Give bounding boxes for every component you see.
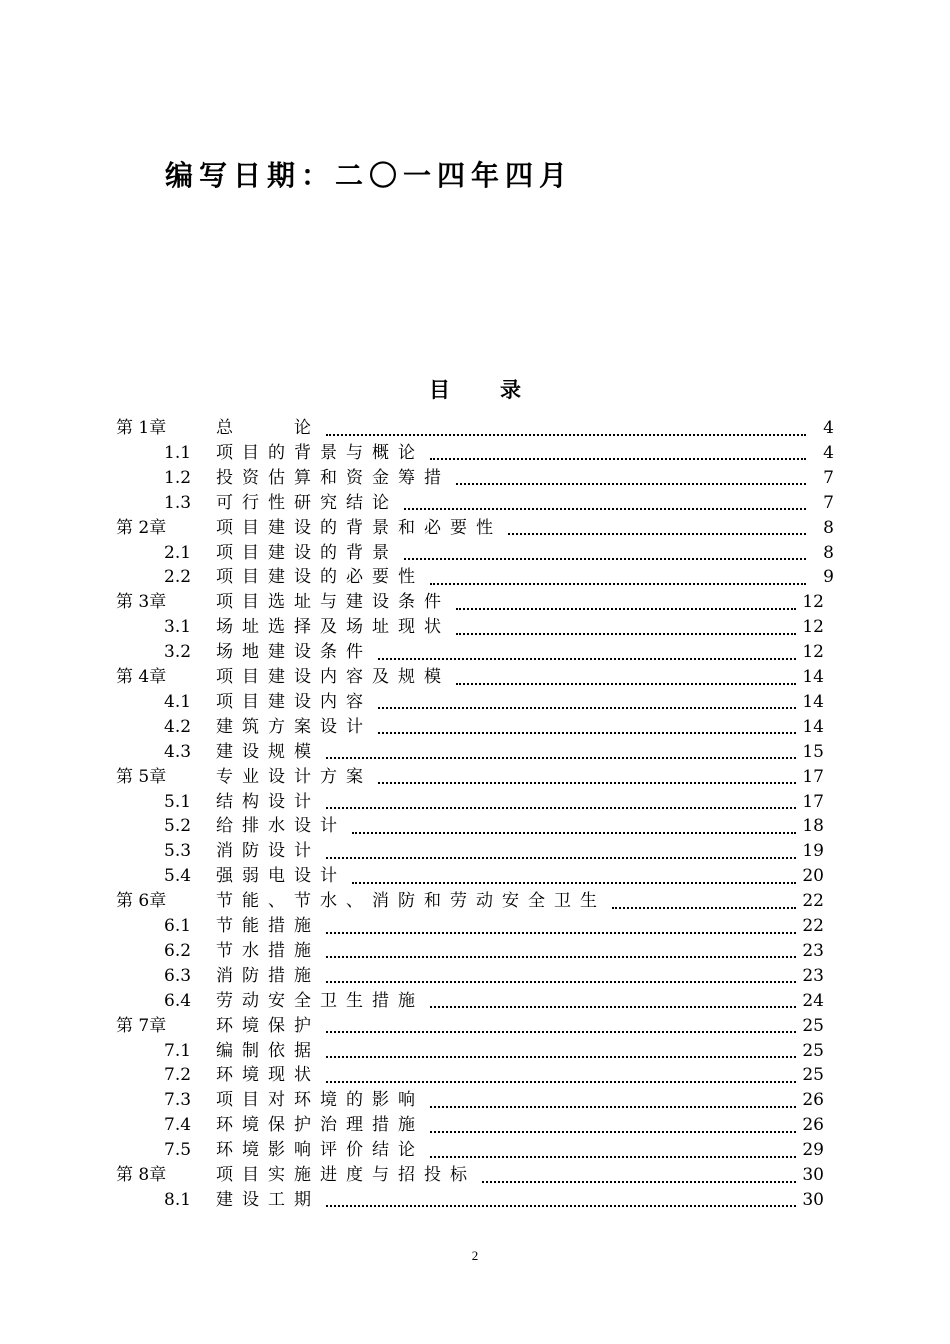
toc-entry-title: 环境保护治理措施 [216, 1115, 424, 1136]
toc-entry-page: 14 [802, 716, 824, 737]
toc-entry-number: 1.2 [164, 467, 192, 488]
toc-entry[interactable] [116, 765, 824, 790]
toc-entry-title: 节水措施 [216, 940, 320, 961]
toc-leader-dots [430, 1144, 796, 1158]
toc-leader-dots [352, 820, 796, 834]
toc-entry[interactable] [164, 690, 824, 715]
toc-entry-number: 第 5章 [116, 766, 167, 787]
toc-entry-title: 投资估算和资金筹措 [216, 467, 450, 488]
toc-entry[interactable] [116, 416, 834, 441]
toc-entry[interactable] [164, 914, 824, 939]
toc-heading [0, 374, 950, 404]
compile-date: 编写日期：二〇一四年四月 [165, 159, 574, 192]
toc-leader-dots [326, 422, 806, 436]
toc-entry[interactable] [116, 889, 824, 914]
toc-entry[interactable] [164, 640, 824, 665]
toc-entry-page: 8 [823, 542, 834, 563]
toc-entry-number: 第 8章 [116, 1165, 167, 1185]
toc-entry-number: 7.5 [164, 1140, 192, 1161]
toc-entry-page: 15 [802, 741, 824, 762]
toc-entry-page: 25 [802, 1040, 824, 1061]
toc-leader-dots [430, 994, 796, 1008]
toc-leader-dots [456, 596, 796, 610]
toc-entry[interactable] [116, 1014, 824, 1039]
toc-entry-number: 7.2 [164, 1065, 192, 1086]
toc-leader-dots [612, 895, 796, 909]
toc-heading-left: 目 [429, 378, 450, 402]
toc-entry-page: 4 [823, 442, 834, 463]
toc-entry-number: 5.4 [164, 866, 192, 887]
toc-entry-page: 18 [802, 816, 824, 837]
toc-entry-title: 项目建设内容 [216, 691, 372, 712]
toc-entry-number: 6.2 [164, 940, 192, 961]
toc-entry-page: 26 [802, 1115, 824, 1136]
toc-entry-title: 项目建设的背景 [216, 542, 398, 563]
toc-entry-title: 场址选择及场址现状 [216, 617, 450, 638]
toc-entry[interactable] [164, 814, 824, 839]
toc-entry-number: 3.1 [164, 617, 192, 638]
toc-leader-dots [352, 870, 796, 884]
toc-entry-page: 8 [823, 517, 834, 538]
toc-entry-number: 1.3 [164, 492, 192, 513]
toc-entry-number: 4.3 [164, 741, 192, 762]
toc-entry-title: 项目建设内容及规模 [216, 667, 450, 687]
toc-entry-number: 6.3 [164, 965, 192, 986]
toc-leader-dots [326, 969, 796, 983]
toc-entry-page: 17 [802, 791, 824, 812]
toc-leader-dots [430, 446, 806, 460]
toc-entry-number: 第 1章 [116, 418, 167, 438]
toc-entry-title: 建设规模 [216, 741, 320, 762]
toc-entry-page: 20 [802, 866, 824, 887]
toc-leader-dots [482, 1169, 796, 1183]
toc-entry-title: 项目建设的必要性 [216, 567, 424, 588]
toc-entry-number: 6.4 [164, 990, 192, 1011]
toc-entry-page: 19 [802, 841, 824, 862]
toc-leader-dots [378, 770, 796, 784]
toc-entry[interactable] [164, 466, 834, 491]
toc-entry-page: 12 [802, 592, 824, 613]
toc-entry[interactable] [164, 1088, 824, 1113]
toc-leader-dots [508, 521, 806, 535]
toc-entry[interactable] [164, 1063, 824, 1088]
toc-leader-dots [326, 795, 796, 809]
toc-entry-title: 建筑方案设计 [216, 716, 372, 737]
toc-leader-dots [326, 920, 796, 934]
toc-entry-number: 3.2 [164, 642, 192, 663]
toc-entry-title: 编制依据 [216, 1040, 320, 1061]
toc-leader-dots [378, 646, 796, 660]
toc-leader-dots [430, 1119, 796, 1133]
toc-entry-title: 强弱电设计 [216, 866, 346, 887]
toc-leader-dots [326, 1019, 796, 1033]
toc-leader-dots [430, 571, 806, 585]
toc-entry[interactable] [164, 441, 834, 466]
toc-entry-number: 1.1 [164, 442, 192, 463]
toc-leader-dots [326, 1193, 796, 1207]
toc-entry-page: 22 [802, 916, 824, 936]
toc-leader-dots [430, 1094, 796, 1108]
toc-leader-dots [326, 745, 796, 759]
toc-entry-number: 第 7章 [116, 1015, 167, 1036]
toc-entry-title: 节能措施 [216, 916, 320, 936]
toc-entry-page: 14 [802, 667, 824, 687]
toc-entry-page: 9 [823, 567, 834, 588]
toc-entry-title: 项目选址与建设条件 [216, 592, 450, 613]
toc-entry-page: 14 [802, 691, 824, 712]
toc-entry-number: 2.2 [164, 567, 192, 588]
toc-entry-number: 5.3 [164, 841, 192, 862]
toc-entry-page: 25 [802, 1015, 824, 1036]
toc-entry-page: 23 [802, 965, 824, 986]
toc-entry[interactable] [164, 839, 824, 864]
toc-entry-page: 26 [802, 1090, 824, 1111]
page-number: 2 [471, 1248, 479, 1263]
toc-entry-title: 项目对环境的影响 [216, 1090, 424, 1111]
toc-entry-title: 项目建设的背景和必要性 [216, 517, 502, 538]
toc-entry-number: 第 6章 [116, 891, 167, 912]
toc-entry-title: 环境影响评价结论 [216, 1140, 424, 1161]
toc-entry-title: 建设工期 [216, 1189, 320, 1210]
toc-leader-dots [404, 546, 806, 560]
toc-entry[interactable] [116, 590, 824, 615]
toc-entry-title: 节能、节水、消防和劳动安全卫生 [216, 891, 606, 912]
toc-leader-dots [326, 944, 796, 958]
toc-entry-page: 7 [823, 492, 834, 513]
toc-entry[interactable] [164, 1138, 824, 1163]
toc-entry[interactable] [164, 615, 824, 640]
toc-leader-dots [456, 471, 806, 485]
toc-entry-page: 29 [802, 1140, 824, 1161]
toc-entry-title: 消防设计 [216, 841, 320, 862]
toc-leader-dots [326, 1044, 796, 1058]
toc-leader-dots [404, 496, 806, 510]
toc-entry-page: 7 [823, 467, 834, 488]
toc-entry[interactable] [164, 989, 824, 1014]
toc-entry[interactable] [164, 939, 824, 964]
toc-entry-page: 30 [802, 1165, 824, 1185]
toc-entry-title: 项目实施进度与招投标 [216, 1165, 476, 1185]
toc-entry-page: 12 [802, 642, 824, 663]
toc-entry[interactable] [164, 491, 834, 516]
toc-entry[interactable] [164, 740, 824, 765]
toc-entry-number: 第 2章 [116, 517, 167, 538]
toc-entry-number: 5.1 [164, 791, 192, 812]
toc-entry[interactable] [116, 1163, 824, 1188]
toc-entry-page: 23 [802, 940, 824, 961]
toc-entry[interactable] [164, 565, 834, 590]
toc-entry-number: 第 3章 [116, 592, 167, 613]
toc-entry-title: 结构设计 [216, 791, 320, 812]
toc-entry-page: 4 [823, 418, 834, 438]
toc-entry[interactable] [164, 864, 824, 889]
toc-entry-title: 总 论 [216, 418, 320, 438]
toc-entry[interactable] [164, 1039, 824, 1064]
toc-leader-dots [378, 695, 796, 709]
toc-leader-dots [326, 845, 796, 859]
toc-leader-dots [326, 1069, 796, 1083]
toc-leader-dots [456, 671, 796, 685]
toc-leader-dots [378, 720, 796, 734]
toc-entry-title: 给排水设计 [216, 816, 346, 837]
toc-leader-dots [456, 621, 796, 635]
toc-entry-page: 25 [802, 1065, 824, 1086]
toc-entry-number: 7.3 [164, 1090, 192, 1111]
toc-entry-title: 环境现状 [216, 1065, 320, 1086]
toc-entry[interactable] [164, 541, 834, 566]
toc-entry-number: 5.2 [164, 816, 192, 837]
toc-entry-number: 第 4章 [116, 667, 167, 687]
toc-entry-number: 7.1 [164, 1040, 192, 1061]
toc-entry[interactable] [164, 715, 824, 740]
toc-entry[interactable] [164, 790, 824, 815]
toc-entry-title: 项目的背景与概论 [216, 442, 424, 463]
toc-heading-right: 录 [500, 378, 521, 402]
toc-entry-title: 劳动安全卫生措施 [216, 990, 424, 1011]
toc-entry-title: 可行性研究结论 [216, 492, 398, 513]
toc-entry-page: 24 [802, 990, 824, 1011]
toc-entry[interactable] [116, 665, 824, 690]
toc-entry-number: 7.4 [164, 1115, 192, 1136]
toc-entry-number: 4.2 [164, 716, 192, 737]
toc-entry[interactable] [164, 964, 824, 989]
toc-entry-title: 场地建设条件 [216, 642, 372, 663]
toc-entry-title: 专业设计方案 [216, 766, 372, 787]
toc-entry-page: 17 [802, 766, 824, 787]
toc-entry-title: 环境保护 [216, 1015, 320, 1036]
toc-entry-page: 12 [802, 617, 824, 638]
toc-entry-number: 8.1 [164, 1189, 192, 1210]
toc-entry-number: 2.1 [164, 542, 192, 563]
toc-entry-page: 30 [802, 1189, 824, 1210]
toc-entry-title: 消防措施 [216, 965, 320, 986]
toc-entry-number: 4.1 [164, 691, 192, 712]
toc-entry[interactable] [164, 1188, 824, 1213]
toc-entry[interactable] [116, 516, 834, 541]
toc-entry-page: 22 [802, 891, 824, 912]
toc-entry[interactable] [164, 1113, 824, 1138]
toc-entry-number: 6.1 [164, 916, 192, 936]
